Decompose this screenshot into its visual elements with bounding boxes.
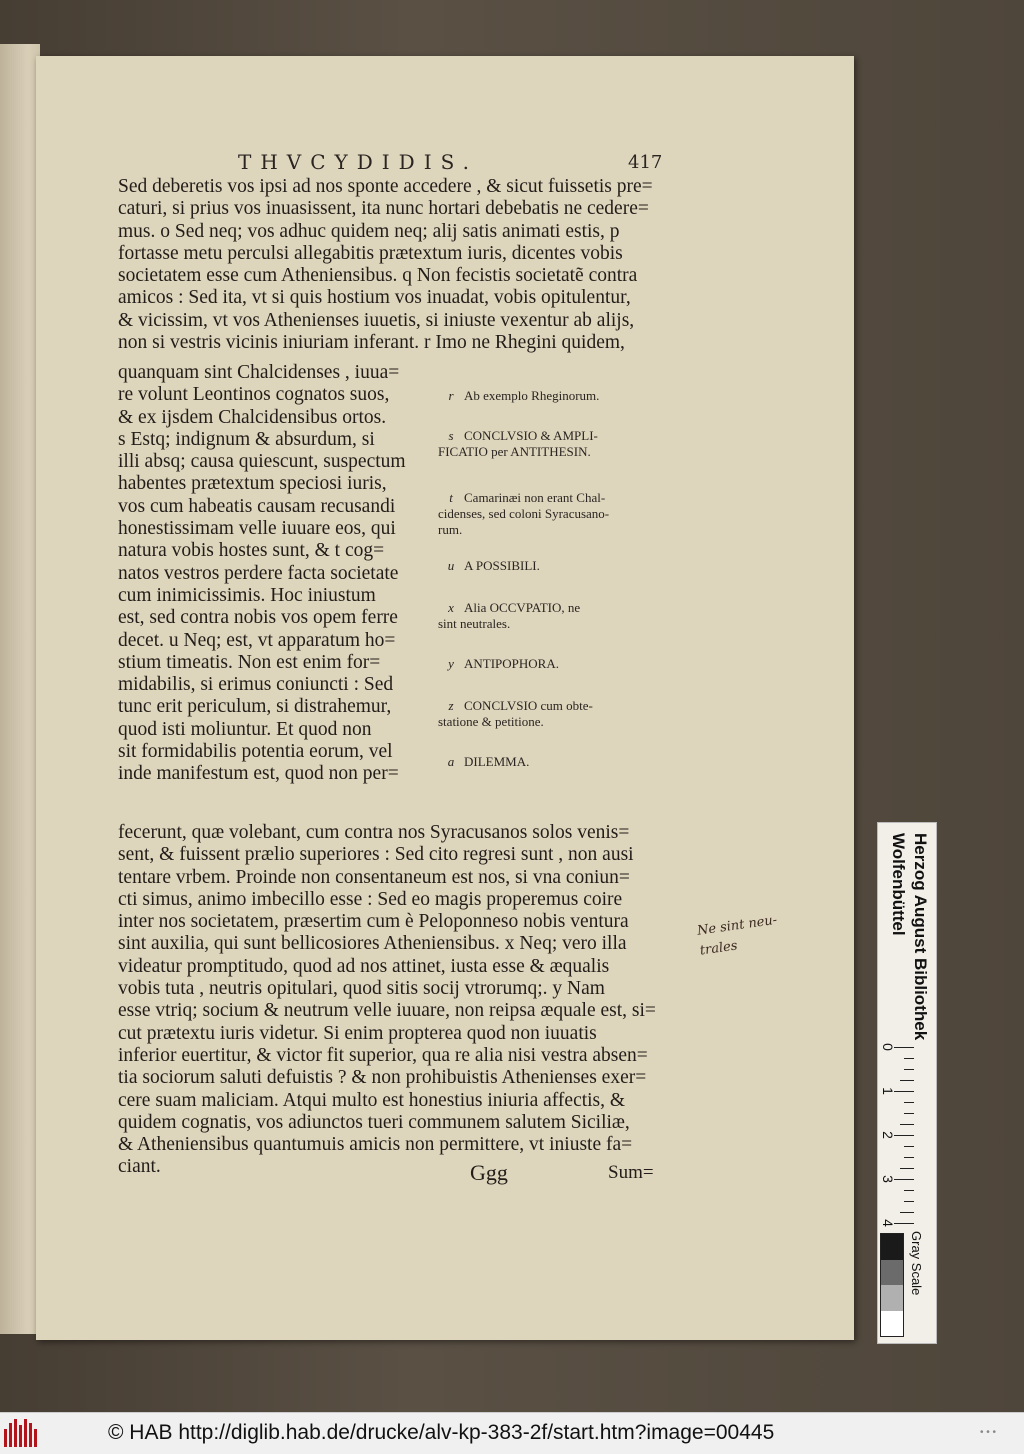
color-scale-ruler — [877, 822, 937, 1344]
text-line: & ex ijsdem Chalcidensibus ortos. — [118, 406, 387, 428]
text-line: inter nos societatem, præsertim cum è Peloponneso nobis ventura — [118, 911, 629, 933]
note-marker: x — [448, 600, 454, 615]
note-marker: r — [448, 388, 454, 403]
marginal-note — [438, 698, 666, 730]
note-marker: s — [448, 428, 454, 443]
ruler-tick — [894, 1047, 914, 1048]
text-line: cut prætextu iuris videtur. Si enim propterea quod non iuuatis — [118, 1022, 597, 1044]
ruler-tick — [894, 1179, 914, 1180]
gray-patch — [881, 1311, 903, 1337]
marginal-note — [438, 428, 666, 460]
text-line: quanquam sint Chalcidenses , iuua= — [118, 362, 400, 383]
text-line: est, sed contra nobis vos opem ferre — [118, 607, 398, 629]
text-line: decet. u Neq; est, vt apparatum ho= — [118, 629, 396, 651]
text-line: societatem esse cum Atheniensibus. q Non fecistis societatẽ contra — [118, 265, 638, 287]
text-line: inde manifestum est, quod non per= — [118, 763, 399, 785]
text-line: tia sociorum saluti defuistis ? & non prohibuistis Athenienses exer= — [118, 1067, 647, 1089]
gray-scale-text: Gray Scale — [909, 1231, 924, 1296]
text-line: cti simus, animo imbecillo esse : Sed eo magis properemus coire — [118, 888, 623, 910]
ruler-number: 1 — [879, 1087, 896, 1095]
ruler-number: 2 — [879, 1131, 896, 1139]
gray-scale-patches — [880, 1233, 904, 1337]
text-line: honestissimam velle iuuare eos, qui — [118, 518, 396, 540]
text-line: midabilis, si erimus coniuncti : Sed — [118, 674, 394, 696]
text-block-top — [118, 176, 663, 354]
text-line: stium timeatis. Non est enim for= — [118, 651, 381, 673]
text-line: s Estq; indignum & absurdum, si — [118, 428, 375, 450]
text-line: mus. o Sed neq; vos adhuc quidem neq; alij satis animati estis, p — [118, 220, 620, 242]
ruler-tick — [904, 1157, 914, 1158]
ruler-number: 3 — [879, 1175, 896, 1183]
text-line: & vicissim, vt vos Athenienses iuuetis, si iniuste vexentur ab alijs, — [118, 309, 635, 331]
ruler-tick — [904, 1058, 914, 1059]
marginal-note — [438, 558, 666, 574]
folio-number: 417 — [628, 152, 663, 173]
footer-bar — [0, 1412, 1024, 1454]
ruler-library-city: Wolfenbüttel — [889, 833, 908, 936]
text-line: fecerunt, quæ volebant, cum contra nos Syracusanos solos venis= — [118, 822, 630, 843]
text-line: Sed deberetis vos ipsi ad nos sponte accedere , & sicut fuissetis pre= — [118, 176, 653, 197]
handwritten-line: Ne sint neu- — [696, 912, 779, 939]
text-line: inferior euertitur, & victor fit superior, qua re alia nisi vestra absen= — [118, 1044, 648, 1066]
ruler-tick — [904, 1201, 914, 1202]
text-line: ciant. — [118, 1156, 161, 1178]
hab-logo-icon — [4, 1419, 44, 1447]
ruler-scale — [879, 1043, 932, 1227]
ruler-tick — [900, 1212, 914, 1213]
note-marker: a — [447, 754, 455, 769]
text-line: tunc erit periculum, si distrahemur, — [118, 696, 392, 718]
note-text: sint neutrales. — [438, 616, 511, 631]
note-text: rum. — [438, 522, 463, 537]
text-line: habentes prætextum speciosi iuris, — [118, 473, 387, 495]
marginal-note — [438, 754, 666, 770]
text-line: vobis tuta , neutris opitulari, quod sitis socij vtrorumq;. y Nam — [118, 978, 605, 1000]
text-line: sit formidabilis potentia eorum, vel — [118, 741, 393, 763]
text-block-bottom — [118, 822, 663, 1179]
marginal-note — [438, 600, 666, 632]
ruler-tick — [904, 1069, 914, 1070]
footer-copyright-url[interactable]: © HAB http://diglib.hab.de/drucke/alv-kp-383-2f/start.htm?image=00445 — [108, 1421, 775, 1444]
ruler-tick — [904, 1113, 914, 1114]
footer-dots: • • • — [979, 1427, 996, 1438]
ruler-tick — [894, 1135, 914, 1136]
ruler-tick — [904, 1146, 914, 1147]
note-text: DILEMMA. — [464, 754, 530, 769]
note-text: Alia OCCVPATIO, ne — [464, 600, 581, 615]
marginal-note — [438, 656, 666, 672]
note-marker: z — [448, 698, 454, 713]
text-line: cum inimicissimis. Hoc iniustum — [118, 584, 376, 606]
note-text: CONCLVSIO & AMPLI- — [464, 428, 598, 443]
note-marker: u — [447, 558, 455, 573]
marginal-note — [438, 490, 666, 538]
previous-page-edge — [0, 44, 40, 1334]
note-text: cidenses, sed coloni Syracusano- — [438, 506, 610, 521]
running-head: THVCYDIDIS. — [238, 150, 478, 174]
note-marker: t — [449, 490, 453, 505]
text-line: tentare vrbem. Proinde non consentaneum est nos, si vna coniun= — [118, 866, 630, 888]
text-line: re volunt Leontinos cognatos suos, — [118, 384, 390, 406]
text-line: sint auxilia, qui sunt bellicosiores Atheniensibus. x Neq; vero illa — [118, 933, 627, 955]
note-text: CONCLVSIO cum obte- — [464, 698, 593, 713]
signature-mark: Ggg — [470, 1160, 508, 1185]
handwritten-line: trales — [698, 938, 739, 959]
text-line: esse vtriq; socium & neutrum velle iuuare, non reipsa æquale est, si= — [118, 1000, 656, 1022]
ruler-tick — [900, 1168, 914, 1169]
ruler-library-name: Herzog August Bibliothek — [911, 833, 930, 1041]
gray-patch — [881, 1285, 903, 1311]
note-marker: y — [448, 656, 454, 671]
note-text: Ab exemplo Rheginorum. — [464, 388, 600, 403]
ruler-tick — [904, 1190, 914, 1191]
ruler-number: 0 — [879, 1043, 896, 1051]
marginal-note — [438, 388, 666, 404]
ruler-tick — [894, 1091, 914, 1092]
text-line: quidem cognatis, vos adiunctos tueri communem salutem Siciliæ, — [118, 1111, 630, 1133]
text-line: non si vestris vicinis iniuriam inferant. r Imo ne Rhegini quidem, — [118, 332, 625, 354]
ruler-tick — [900, 1080, 914, 1081]
gray-patch — [881, 1260, 903, 1286]
ruler-tick — [900, 1124, 914, 1125]
ruler-tick — [894, 1223, 914, 1224]
ruler-tick — [904, 1102, 914, 1103]
gray-patch — [881, 1234, 903, 1260]
catchword: Sum= — [608, 1162, 654, 1183]
note-text: Camarinæi non erant Chal- — [464, 490, 606, 505]
text-line: quod isti moliuntur. Et quod non — [118, 718, 372, 740]
text-line: cere suam maliciam. Atqui multo est honestius iniuria affectis, & — [118, 1089, 626, 1111]
note-text: A POSSIBILI. — [464, 558, 540, 573]
text-line: videatur promptitudo, quod ad nos attinet, iusta esse & æqualis — [118, 955, 610, 977]
note-text: FICATIO per ANTITHESIN. — [438, 444, 591, 459]
text-block-narrow — [118, 362, 418, 786]
text-line: & Atheniensibus quantumuis amicis non permittere, vt iniuste fa= — [118, 1134, 633, 1156]
text-line: amicos : Sed ita, vt si quis hostium vos inuadat, vobis opitulentur, — [118, 287, 631, 309]
note-text: ANTIPOPHORA. — [464, 656, 559, 671]
text-line: natura vobis hostes sunt, & t cog= — [118, 540, 385, 562]
text-line: vos cum habeatis causam recusandi — [118, 495, 396, 517]
text-line: fortasse metu perculsi allegabitis prætextum iuris, dicentes vobis — [118, 242, 623, 264]
text-line: illi absq; causa quiescunt, suspectum — [118, 451, 406, 473]
text-line: caturi, si prius vos inuasissent, ita nunc hortari debebatis ne cedere= — [118, 198, 649, 220]
ruler-number: 4 — [879, 1219, 896, 1227]
text-line: natos vestros perdere facta societate — [118, 562, 399, 584]
note-text: statione & petitione. — [438, 714, 544, 729]
text-line: sent, & fuissent prælio superiores : Sed cito regresi sunt , non ausi — [118, 844, 634, 866]
